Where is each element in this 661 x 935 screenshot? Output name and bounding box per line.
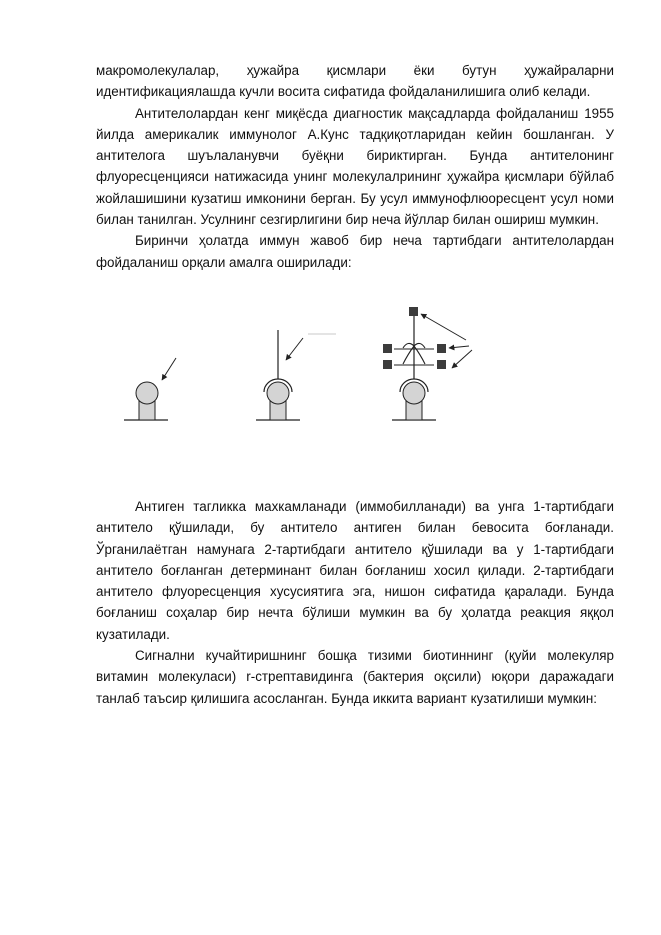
fluorescent-label xyxy=(383,344,392,353)
panel-1-antigen-immobilized xyxy=(124,358,176,420)
panel-2-primary-bound xyxy=(256,330,336,420)
label-pointer-arrow xyxy=(449,346,469,348)
fluorescent-label xyxy=(437,344,446,353)
paragraph-1: макромолекулалар, ҳужайра қисмлари ёки бутун ҳужайраларни идентификациялашда кучли восита сифатида фойдаланилишига олиб келади. xyxy=(96,63,614,100)
antigen xyxy=(403,382,425,404)
paragraph-2: Антителолардан кенг миқёсда диагностик мақсадларда фойдаланиш 1955 йилда америкалик иммунолог А.Кунс тадқиқотларидан кейин бошланган. У антителога шуълаланувчи буёқни бириктирган. Бунда антителонинг флуоресценцияси натижасида унинг молекулалрининг ҳужайра қисмлари бўйлаб жойлашишини кузатиш имконини берган. Бу усул иммунофлюоресцент усул номи билан танилган. Усулнинг сезгирлигини бир неча йўллар билан ошириш мумкин. xyxy=(96,105,614,228)
primary-antibody-arrow xyxy=(162,358,176,380)
secondary-antibody-right xyxy=(414,343,425,364)
paragraph-3: Биринчи ҳолатда иммун жавоб бир неча тартибдаги антителолардан фойдаланиш орқали амалга оширилади: xyxy=(96,233,614,270)
secondary-antibody-left xyxy=(403,343,414,364)
fluorescent-label xyxy=(437,360,446,369)
document-page xyxy=(96,60,614,709)
fluorescent-label xyxy=(409,307,418,316)
paragraph-4: Антиген тагликка махкамланади (иммобилланади) ва унга 1-тартибдаги антитело қўшилади, бу антитело антиген билан бевосита боғланади. Ўрганилаётган намунага 2-тартибдаги антитело қўшилади ва у 1-тартибдаги антитело боғланган детерминант билан боғланиш хосил қилади. 2-тартибдаги антитело флуоресценция хусусиятига эга, нишон сифатида қаралади. Бунда боғланиш соҳалар бир нечта бўлиши мумкин ва бу ҳолатда реакция яққол кузатилади. xyxy=(96,498,614,642)
antibody-binding-diagram xyxy=(96,288,614,468)
label-pointer-arrow xyxy=(421,314,466,340)
secondary-antibody-arrow xyxy=(286,338,303,360)
label-pointer-arrow xyxy=(452,350,472,368)
fluorescent-label xyxy=(383,360,392,369)
paragraph-5: Сигнални кучайтиришнинг бошқа тизими биотиннинг (қуйи молекуляр витамин молекуласи) r-стрептавидинга (бактерия оқсили) юқори даражадаги танлаб таъсир қилишига асосланган. Бунда иккита вариант кузатилиши мумкин: xyxy=(96,648,614,706)
antigen xyxy=(136,382,158,404)
antigen xyxy=(267,382,289,404)
panel-3-secondary-labelled xyxy=(383,307,472,420)
